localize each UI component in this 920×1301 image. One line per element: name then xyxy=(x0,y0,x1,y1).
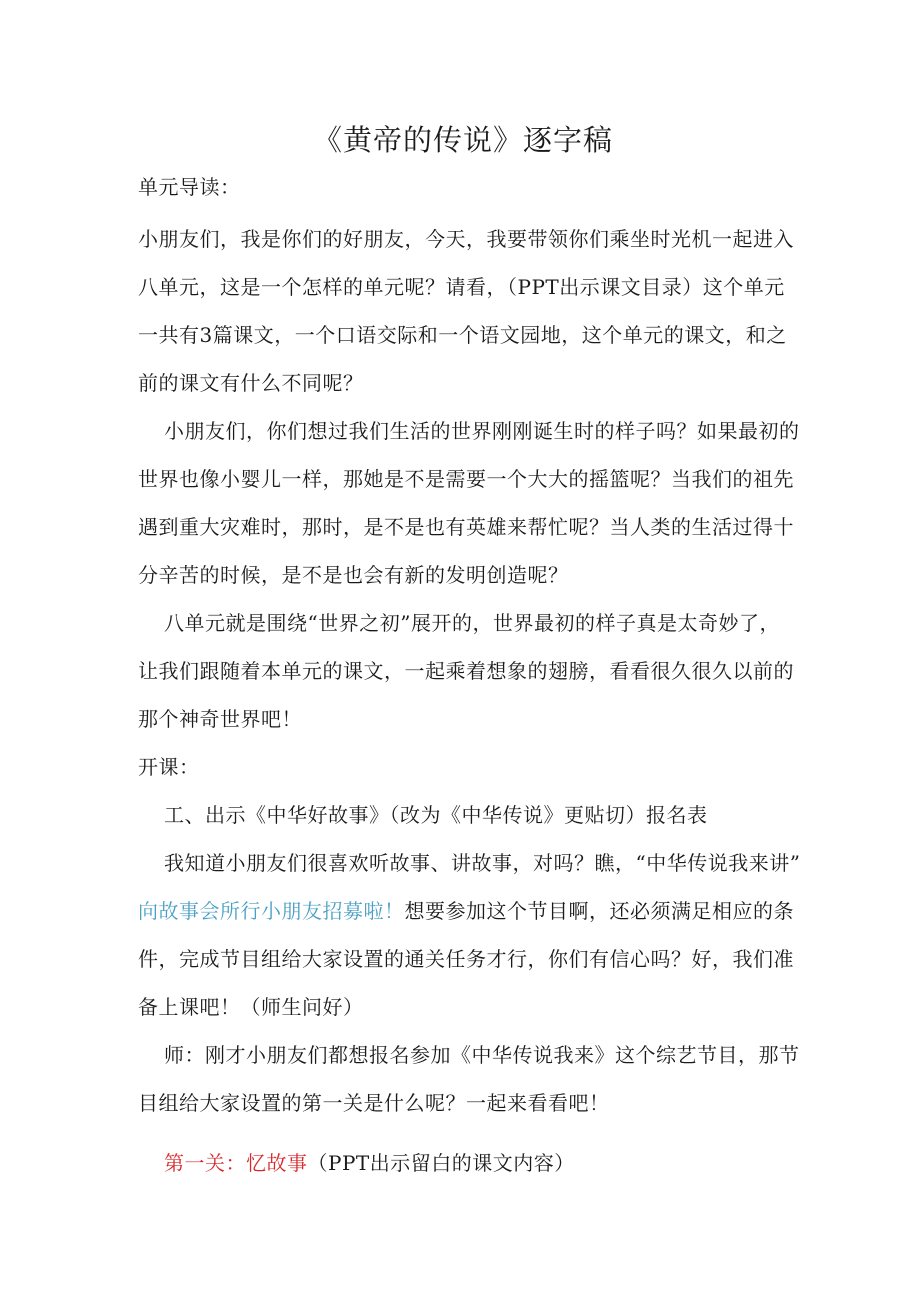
paragraph-line: 我知道小朋友们很喜欢听故事、讲故事，对吗？瞧，“中华传说我来讲” xyxy=(164,851,801,875)
paragraph-line: 八单元就是围绕“世界之初”展开的，世界最初的样子真是太奇妙了， xyxy=(164,611,780,635)
paragraph-line: 小朋友们，我是你们的好朋友，今天，我要带领你们乘坐时光机一起进入 xyxy=(138,227,794,251)
paragraph-line: 世界也像小婴儿一样，那她是不是需要一个大大的摇篮呢？当我们的祖先 xyxy=(138,467,794,491)
paragraph-text: 想要参加这个节目啊，还必须满足相应的条 xyxy=(404,899,794,923)
section-heading-unit-intro: 单元导读： xyxy=(138,175,241,199)
paragraph-line: 备上课吧！（师生问好） xyxy=(138,995,364,1019)
paragraph-line: 一共有3篇课文，一个口语交际和一个语文园地，这个单元的课文，和之 xyxy=(138,323,787,347)
paragraph-line: 遇到重大灾难时，那时，是不是也有英雄来帮忙呢？当人类的生活过得十 xyxy=(138,515,794,539)
paragraph-line: 分辛苦的时候，是不是也会有新的发明创造呢？ xyxy=(138,563,569,587)
highlight-text-blue: 向故事会所行小朋友招募啦！ xyxy=(138,899,405,923)
paragraph-line: 目组给大家设置的第一关是什么呢？一起来看看吧！ xyxy=(138,1091,610,1115)
level-one-heading xyxy=(164,1148,575,1178)
paragraph-line-mixed xyxy=(138,896,794,926)
paragraph-text: （PPT出示留白的课文内容） xyxy=(307,1151,575,1175)
highlight-text-red: 第一关：忆故事 xyxy=(164,1151,308,1175)
paragraph-line: 前的课文有什么不同呢？ xyxy=(138,371,364,395)
paragraph-line: 让我们跟随着本单元的课文，一起乘着想象的翅膀，看看很久很久以前的 xyxy=(138,659,794,683)
paragraph-line: 那个神奇世界吧！ xyxy=(138,707,302,731)
paragraph-line: 工、出示《中华好故事》（改为《中华传说》更贴切）报名表 xyxy=(164,803,708,827)
paragraph-line: 小朋友们，你们想过我们生活的世界刚刚诞生时的样子吗？如果最初的 xyxy=(164,419,800,443)
section-heading-class-start: 开课： xyxy=(138,755,200,779)
paragraph-line: 八单元，这是一个怎样的单元呢？请看，（PPT出示课文目录）这个单元 xyxy=(138,275,785,299)
paragraph-line: 件，完成节目组给大家设置的通关任务才行，你们有信心吗？好，我们准 xyxy=(138,947,794,971)
paragraph-line: 师：刚才小朋友们都想报名参加《中华传说我来》这个综艺节目，那节 xyxy=(164,1043,800,1067)
document-title: 《黄帝的传说》逐字稿 xyxy=(312,123,613,157)
